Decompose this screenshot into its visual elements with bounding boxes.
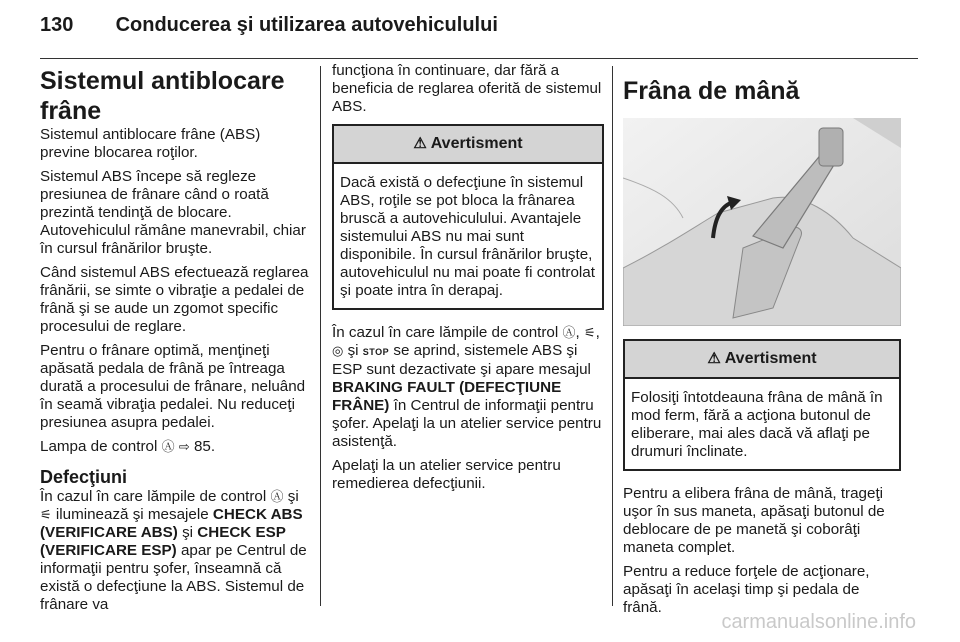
- header-rule: [40, 58, 918, 59]
- esp-lamp-icon: ⚟: [40, 507, 52, 522]
- lever-grip: [819, 128, 843, 166]
- paragraph: Când sistemul ABS efectuează reglarea frânării, se simte o vibraţie a pedalei de frână şi se aude un zgomot specific procesului de reglare.: [40, 264, 309, 335]
- parking-brake-illustration: [623, 118, 901, 326]
- paragraph: Sistemul ABS începe să regleze presiunea de frânare când o roată prezintă tendinţă de blocare. Autovehiculul rămâne manevrabil, chiar în cursul frânărilor bruşte.: [40, 168, 306, 257]
- page-header: [40, 14, 498, 37]
- column-2: [332, 62, 604, 499]
- watermark: carmanualsonline.info: [721, 611, 916, 633]
- paragraph-faults: În cazul în care lămpile de control Ⓐ şi ⚟ iluminează şi mesajele CHECK ABS (VERIFICARE ABS) şi CHECK ESP (VERIFICARE ESP) apar pe Centrul de informaţii pentru şofer, înseamnă că există o defecţiune la ABS. Sistemul de frânare va: [40, 488, 307, 613]
- warning-header: ⚠ Avertisment: [334, 126, 602, 164]
- warning-box-abs: [332, 124, 604, 310]
- paragraph: Pentru a reduce forţele de acţionare, apăsaţi în acelaşi timp şi pedala de frână.: [623, 563, 870, 616]
- warning-text: Folosiţi întotdeauna frâna de mână în mod ferm, fără a acţiona butonul de eliberare, mai ales dacă vă aflaţi pe drumuri înclinate.: [631, 389, 883, 460]
- page-ref-arrow-icon: ⇨: [178, 439, 190, 454]
- message-check-esp: CHECK ESP (VERIFICARE ESP): [40, 524, 286, 559]
- message-braking-fault: BRAKING FAULT (DEFECŢIUNE FRÂNE): [332, 379, 562, 414]
- paragraph: funcţiona în continuare, dar fără a beneficia de reglarea oferită de sistemul ABS.: [332, 62, 602, 115]
- page-number: 130: [40, 14, 74, 36]
- section-title-abs: Sistemul antiblocare frâne: [40, 67, 285, 125]
- page-ref-link[interactable]: 85.: [193, 438, 216, 455]
- warning-text: Dacă există o defecţiune în sistemul ABS, roţile se pot bloca la frânarea bruscă a autovehiculului. Avantajele sistemului ABS nu mai sunt disponibile. În cursul frânărilor bruşte, autovehiculul nu mai poate fi controlat şi poate intra în derapaj.: [340, 174, 595, 299]
- stop-lamp-icon: STOP: [362, 347, 390, 357]
- column-3: [623, 66, 901, 623]
- paragraph: Pentru a elibera frâna de mână, trageţi uşor în sus maneta, apăsaţi butonul de deblocare de pe manetă şi coborâţi maneta complet.: [623, 485, 885, 556]
- paragraph-lamp-ref: Lampa de control Ⓐ ⇨ 85.: [40, 438, 216, 455]
- brake-lamp-icon: ◎: [332, 343, 344, 358]
- message-check-abs: CHECK ABS (VERIFICARE ABS): [40, 506, 303, 541]
- chapter-title: Conducerea şi utilizarea autovehiculului: [115, 14, 498, 36]
- warning-icon: ⚠: [413, 135, 427, 152]
- column-divider-2: [612, 66, 613, 606]
- paragraph-braking-fault: În cazul în care lămpile de control Ⓐ, ⚟, ◎ şi STOP se aprind, sistemele ABS şi ESP sunt dezactivate şi apare mesajul BRAKING FAULT (DEFECŢIUNE FRÂNE) în Centrul de informaţii pentru şofer. Apelaţi la un atelier service pentru asistenţă.: [332, 324, 602, 450]
- abs-lamp-icon: Ⓐ: [270, 489, 284, 504]
- abs-lamp-icon: Ⓐ: [562, 325, 576, 340]
- warning-box-parking-brake: [623, 339, 901, 471]
- section-title-parking-brake: Frâna de mână: [623, 77, 800, 105]
- subsection-title-faults: Defecţiuni: [40, 467, 128, 487]
- paragraph: Sistemul antiblocare frâne (ABS) previne blocarea roţilor.: [40, 126, 261, 161]
- warning-icon: ⚠: [707, 350, 721, 367]
- warning-header: ⚠ Avertisment: [625, 341, 899, 379]
- abs-lamp-icon: Ⓐ: [161, 439, 175, 454]
- esp-lamp-icon: ⚟: [583, 325, 596, 340]
- column-divider-1: [320, 66, 321, 606]
- column-1: [40, 66, 310, 620]
- paragraph: Pentru o frânare optimă, menţineţi apăsată pedala de frână pe întreaga durată a procesului de frânare, neluând în seamă vibraţia pedalei. Nu reduceţi presiunea asupra pedalei.: [40, 342, 306, 431]
- paragraph: Apelaţi la un atelier service pentru remedierea defecţiunii.: [332, 457, 561, 492]
